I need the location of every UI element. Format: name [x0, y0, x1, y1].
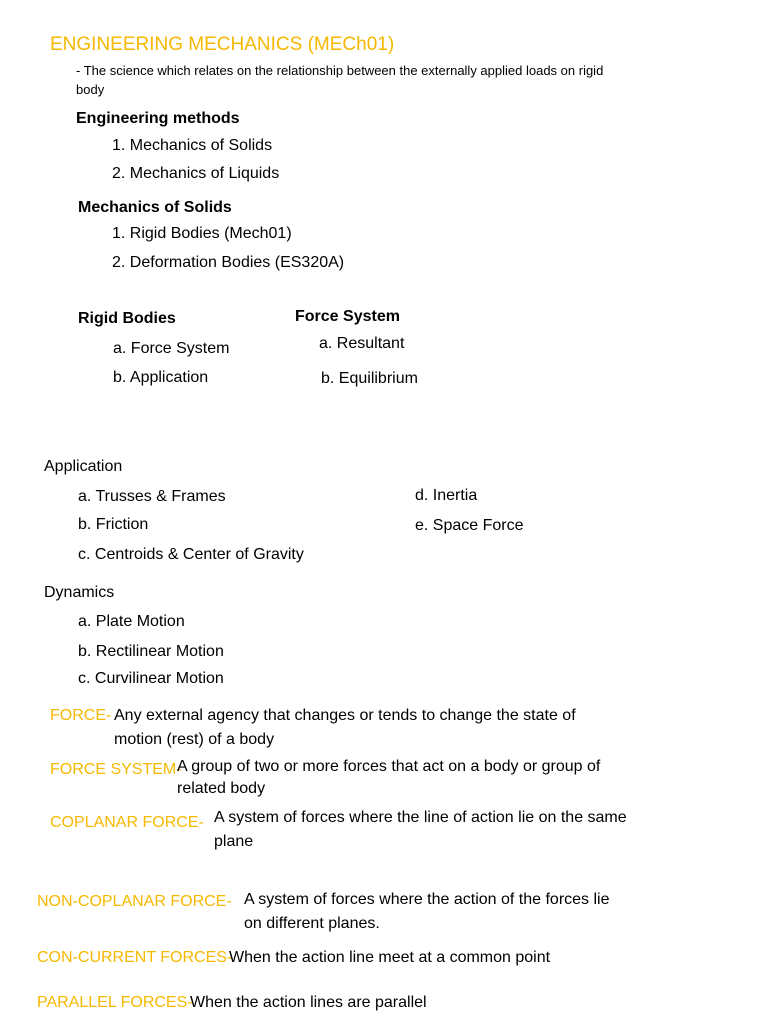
- page-title: ENGINEERING MECHANICS (MECh01): [50, 34, 395, 55]
- application-item-2: b. Friction: [78, 516, 149, 533]
- engineering-methods-item-2: 2. Mechanics of Liquids: [112, 165, 280, 182]
- dynamics-heading: Dynamics: [44, 584, 115, 601]
- definition-text: related body: [177, 780, 266, 797]
- application-item-3: c. Centroids & Center of Gravity: [78, 546, 304, 563]
- rigid-bodies-item-1: a. Force System: [113, 340, 230, 357]
- definition-term: NON-COPLANAR FORCE-: [37, 893, 232, 910]
- rigid-bodies-item-2: b. Application: [113, 369, 209, 386]
- definition-text: on different planes.: [244, 915, 380, 932]
- intro-text-line-1: - The science which relates on the relationship between the externally applied loads on rigid: [76, 63, 604, 78]
- definition-term: CON-CURRENT FORCES-: [37, 949, 233, 966]
- definition-text: motion (rest) of a body: [114, 731, 275, 748]
- application-heading: Application: [44, 458, 123, 475]
- dynamics-item-3: c. Curvilinear Motion: [78, 670, 224, 687]
- definition-term: FORCE-: [50, 707, 112, 724]
- definition-term: PARALLEL FORCES-: [37, 994, 193, 1011]
- mechanics-of-solids-heading: Mechanics of Solids: [78, 199, 232, 216]
- definition-text: plane: [214, 833, 254, 850]
- definition-text: When the action lines are parallel: [190, 994, 427, 1011]
- force-system-heading: Force System: [295, 308, 400, 325]
- engineering-methods-heading: Engineering methods: [76, 110, 240, 127]
- force-system-item-2: b. Equilibrium: [321, 370, 418, 387]
- definition-term: FORCE SYSTEM-: [50, 761, 182, 778]
- definition-term: COPLANAR FORCE-: [50, 814, 204, 831]
- engineering-methods-item-1: 1. Mechanics of Solids: [112, 137, 273, 154]
- rigid-bodies-heading: Rigid Bodies: [78, 310, 176, 327]
- application-item-1: a. Trusses & Frames: [78, 488, 226, 505]
- dynamics-item-1: a. Plate Motion: [78, 613, 185, 630]
- dynamics-item-2: b. Rectilinear Motion: [78, 643, 224, 660]
- application-item-5: e. Space Force: [415, 517, 524, 534]
- force-system-item-1: a. Resultant: [319, 335, 405, 352]
- definition-text: A system of forces where the action of the forces lie: [244, 891, 610, 908]
- definition-text: Any external agency that changes or tends to change the state of: [114, 707, 576, 724]
- definition-text: A group of two or more forces that act on a body or group of: [177, 758, 601, 775]
- intro-text-line-2: body: [76, 82, 105, 97]
- mechanics-of-solids-item-1: 1. Rigid Bodies (Mech01): [112, 225, 292, 242]
- definition-text: A system of forces where the line of action lie on the same: [214, 809, 627, 826]
- mechanics-of-solids-item-2: 2. Deformation Bodies (ES320A): [112, 254, 345, 271]
- application-item-4: d. Inertia: [415, 487, 478, 504]
- definition-text: When the action line meet at a common point: [229, 949, 551, 966]
